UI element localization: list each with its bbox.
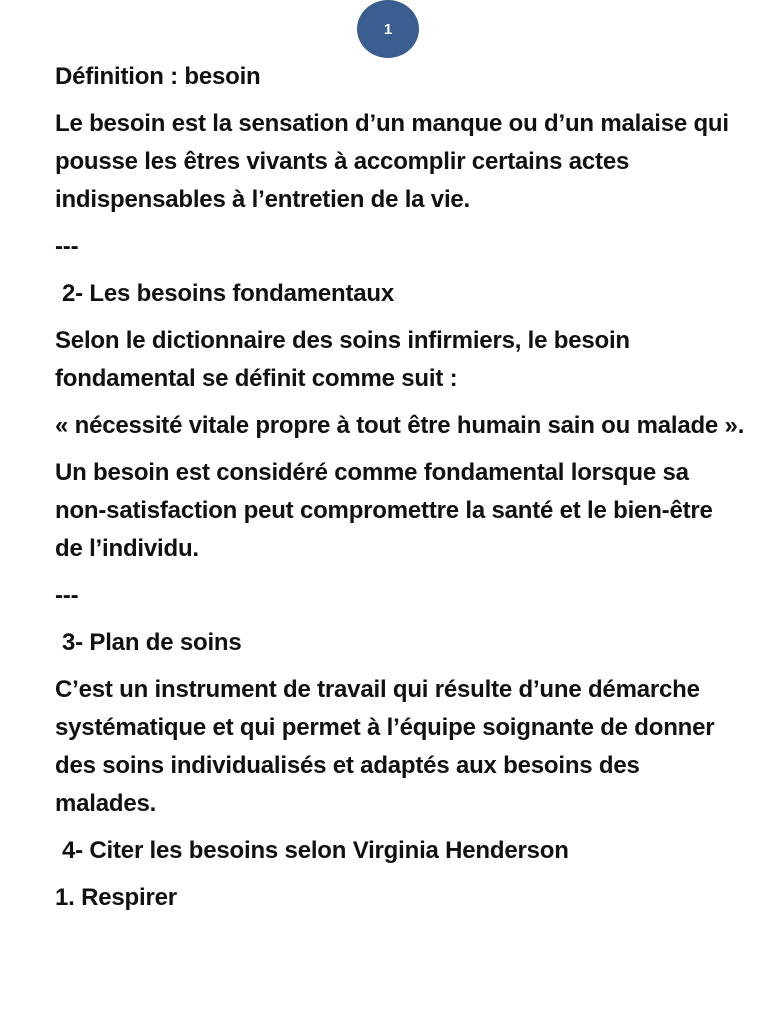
fundamental-text: Un besoin est considéré comme fondamental lorsque sa non-satisfaction peut compromettre la santé et le bien-être de l’individu. bbox=[55, 459, 713, 562]
section-heading-care-plan: 3- Plan de soins bbox=[62, 629, 242, 656]
fundamental-quote: « nécessité vitale propre à tout être humain sain ou malade ». bbox=[55, 412, 745, 439]
definition-text: Le besoin est la sensation d’un manque ou d’un malaise qui pousse les êtres vivants à accomplir certains actes indispensables à l’entretien de la vie. bbox=[55, 110, 729, 213]
fundamental-intro: Selon le dictionnaire des soins infirmiers, le besoin fondamental se définit comme suit : bbox=[55, 327, 630, 392]
document-content bbox=[55, 58, 745, 926]
definition-title: Définition : besoin bbox=[55, 63, 261, 90]
page-number-badge: 1 bbox=[357, 0, 419, 58]
care-plan-text: C’est un instrument de travail qui résulte d’une démarche systématique et qui permet à l’équipe soignante de donner des soins individualisés et adaptés aux besoins des malades. bbox=[55, 676, 715, 817]
section-heading-fundamental-needs: 2- Les besoins fondamentaux bbox=[62, 280, 395, 307]
separator: --- bbox=[55, 233, 79, 260]
separator: --- bbox=[55, 582, 79, 609]
list-item: 1. Respirer bbox=[55, 884, 177, 911]
section-heading-henderson-needs: 4- Citer les besoins selon Virginia Henderson bbox=[62, 837, 569, 864]
